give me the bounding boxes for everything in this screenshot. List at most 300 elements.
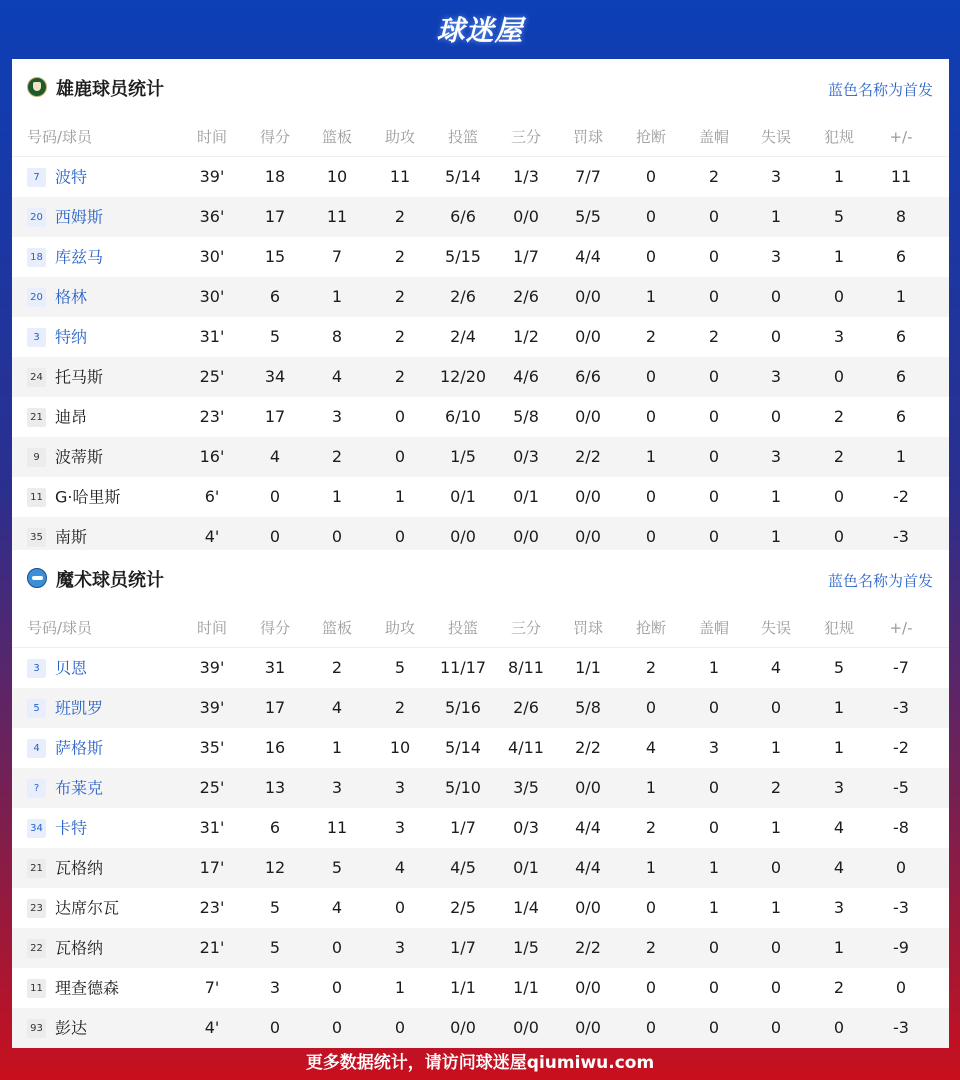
stat-cell: 1 xyxy=(833,698,845,717)
magic-logo-icon xyxy=(27,568,47,588)
stat-cell: 0/3 xyxy=(513,818,539,837)
stat-cell: 5 xyxy=(394,658,406,677)
stat-cell: 0 xyxy=(394,527,406,546)
stat-cell: 2 xyxy=(394,327,406,346)
stat-cell: 35' xyxy=(199,738,225,757)
stat-cell: 36' xyxy=(199,207,225,226)
player-row[interactable] xyxy=(12,437,949,477)
column-header: 犯规 xyxy=(823,128,854,146)
player-name[interactable]: 班凯罗 xyxy=(55,698,104,718)
footer-banner xyxy=(0,1040,960,1080)
column-header: 号码/球员 xyxy=(27,619,93,637)
stat-cell: 3 xyxy=(770,447,782,466)
stat-cell: 5 xyxy=(269,938,281,957)
stat-cell: 17 xyxy=(264,698,286,717)
stat-cell: 3 xyxy=(770,367,782,386)
stat-cell: 5 xyxy=(269,898,281,917)
stat-cell: 4' xyxy=(204,527,220,546)
column-header: 失误 xyxy=(760,619,791,637)
stat-cell: 0 xyxy=(770,287,782,306)
stat-cell: 0/0 xyxy=(450,527,476,546)
stat-cell: 0 xyxy=(833,287,845,306)
stat-cell: 8 xyxy=(895,207,907,226)
stat-cell: 17' xyxy=(199,858,225,877)
stat-cell: 2 xyxy=(394,207,406,226)
player-row[interactable] xyxy=(12,688,949,728)
stat-cell: 0 xyxy=(394,407,406,426)
stat-cell: 3 xyxy=(394,778,406,797)
player-name: 彭达 xyxy=(55,1018,88,1038)
stat-cell: 0 xyxy=(394,898,406,917)
stat-cell: 1 xyxy=(331,287,343,306)
stat-cell: 0 xyxy=(645,247,657,266)
player-name: 瓦格纳 xyxy=(55,858,104,878)
stat-cell: 5/16 xyxy=(445,698,481,717)
stat-cell: 17 xyxy=(264,407,286,426)
stat-cell: 11 xyxy=(326,818,348,837)
stat-cell: 0/0 xyxy=(450,1018,476,1037)
player-name: 理查德森 xyxy=(55,978,120,998)
stat-cell: 5 xyxy=(833,207,845,226)
stat-cell: 0 xyxy=(708,367,720,386)
player-cell xyxy=(27,397,187,437)
stat-cell: 2 xyxy=(770,778,782,797)
stat-cell: 0 xyxy=(833,527,845,546)
stat-cell: 0 xyxy=(331,1018,343,1037)
jersey-number-badge: 9 xyxy=(27,448,46,467)
stat-cell: 34 xyxy=(264,367,286,386)
player-name: 南斯 xyxy=(55,527,88,547)
stat-cell: 6 xyxy=(269,287,281,306)
stat-cell: 2 xyxy=(708,167,720,186)
player-name[interactable]: 西姆斯 xyxy=(55,207,104,227)
player-name[interactable]: 贝恩 xyxy=(55,658,88,678)
stat-cell: 1/3 xyxy=(513,167,539,186)
stat-cell: 1 xyxy=(770,207,782,226)
stat-cell: 1/5 xyxy=(450,447,476,466)
stat-cell: 10 xyxy=(326,167,348,186)
player-rows xyxy=(12,648,949,1048)
stat-cell: 5 xyxy=(269,327,281,346)
stat-cell: 1/1 xyxy=(575,658,601,677)
stat-cell: -3 xyxy=(893,1018,909,1037)
player-name: 瓦格纳 xyxy=(55,938,104,958)
stat-cell: 10 xyxy=(389,738,411,757)
player-cell xyxy=(27,808,187,848)
jersey-number-badge: ? xyxy=(27,779,46,798)
stat-cell: 3 xyxy=(833,327,845,346)
stat-cell: -7 xyxy=(893,658,909,677)
starter-legend-note: 蓝色名称为首发 xyxy=(827,81,933,99)
stat-cell: 0/0 xyxy=(575,287,601,306)
column-header: 时间 xyxy=(196,619,227,637)
player-row[interactable] xyxy=(12,397,949,437)
player-cell xyxy=(27,237,187,277)
footer-text: 更多数据统计，请访问球迷屋qiumiwu.com xyxy=(305,1052,655,1073)
magic-stats-card xyxy=(12,550,949,1040)
stat-cell: 0/0 xyxy=(575,898,601,917)
stat-cell: 12 xyxy=(264,858,286,877)
stat-cell: 4 xyxy=(770,658,782,677)
stat-cell: 2 xyxy=(394,698,406,717)
stat-cell: 5 xyxy=(331,858,343,877)
stat-cell: 3/5 xyxy=(513,778,539,797)
stat-cell: 17 xyxy=(264,207,286,226)
stat-cell: 2 xyxy=(645,658,657,677)
stat-cell: 1 xyxy=(708,658,720,677)
player-row[interactable] xyxy=(12,808,949,848)
stat-cell: 12/20 xyxy=(439,367,487,386)
stat-cell: 3 xyxy=(708,738,720,757)
column-header: 抢断 xyxy=(635,128,666,146)
stat-cell: 1 xyxy=(645,287,657,306)
jersey-number-badge: 23 xyxy=(27,899,46,918)
stat-cell: 4 xyxy=(833,818,845,837)
stat-cell: 0 xyxy=(833,367,845,386)
player-row[interactable] xyxy=(12,928,949,968)
stat-cell: 0/0 xyxy=(575,327,601,346)
stat-cell: 1/4 xyxy=(513,898,539,917)
stat-cell: -2 xyxy=(893,738,909,757)
stat-cell: 4' xyxy=(204,1018,220,1037)
stat-cell: 0 xyxy=(645,978,657,997)
stat-cell: 23' xyxy=(199,898,225,917)
column-header: 得分 xyxy=(259,128,290,146)
stat-cell: 0/0 xyxy=(575,407,601,426)
stat-cell: 5/14 xyxy=(445,738,481,757)
stat-cell: 1 xyxy=(895,287,907,306)
stat-cell: 0/0 xyxy=(575,1018,601,1037)
stat-cell: 1 xyxy=(708,858,720,877)
stat-cell: 2/2 xyxy=(575,738,601,757)
stat-cell: 3 xyxy=(394,818,406,837)
column-header: 时间 xyxy=(196,128,227,146)
column-header: 篮板 xyxy=(321,128,352,146)
stat-cell: 1 xyxy=(833,247,845,266)
stat-cell: -2 xyxy=(893,487,909,506)
player-cell xyxy=(27,728,187,768)
team-header xyxy=(12,550,949,608)
stat-cell: 8/11 xyxy=(508,658,544,677)
stat-cell: 0/0 xyxy=(513,527,539,546)
player-name: 托马斯 xyxy=(55,367,104,387)
column-header: +/- xyxy=(889,128,913,146)
stat-cell: 11 xyxy=(326,207,348,226)
player-name: G·哈里斯 xyxy=(55,487,121,507)
stat-cell: 2 xyxy=(708,327,720,346)
stat-cell: 0 xyxy=(645,527,657,546)
column-headers xyxy=(12,608,949,648)
stat-cell: 0 xyxy=(770,327,782,346)
stat-cell: 3 xyxy=(770,167,782,186)
jersey-number-badge: 21 xyxy=(27,859,46,878)
player-row[interactable] xyxy=(12,237,949,277)
column-header: 助攻 xyxy=(384,128,415,146)
jersey-number-badge: 3 xyxy=(27,328,46,347)
stat-cell: 31' xyxy=(199,818,225,837)
player-name[interactable]: 格林 xyxy=(55,287,88,307)
stat-cell: 5/8 xyxy=(575,698,601,717)
jersey-number-badge: 4 xyxy=(27,739,46,758)
stat-cell: 2/2 xyxy=(575,447,601,466)
player-row[interactable] xyxy=(12,728,949,768)
player-name[interactable]: 波特 xyxy=(55,167,88,187)
jersey-number-badge: 24 xyxy=(27,368,46,387)
stat-cell: 11/17 xyxy=(439,658,487,677)
stat-cell: 1/7 xyxy=(450,938,476,957)
stat-cell: 2/5 xyxy=(450,898,476,917)
stat-cell: 0 xyxy=(770,698,782,717)
player-cell xyxy=(27,928,187,968)
player-cell xyxy=(27,157,187,197)
stat-cell: 11 xyxy=(890,167,912,186)
stat-cell: 1 xyxy=(770,527,782,546)
jersey-number-badge: 22 xyxy=(27,939,46,958)
player-row[interactable] xyxy=(12,357,949,397)
stat-cell: 31 xyxy=(264,658,286,677)
stat-cell: 0 xyxy=(645,367,657,386)
stat-cell: 2 xyxy=(331,447,343,466)
stat-cell: 0 xyxy=(770,858,782,877)
player-row[interactable] xyxy=(12,968,949,1008)
stat-cell: 16' xyxy=(199,447,225,466)
stat-cell: 1 xyxy=(708,898,720,917)
stat-cell: 0/0 xyxy=(575,778,601,797)
jersey-number-badge: 11 xyxy=(27,979,46,998)
jersey-number-badge: 7 xyxy=(27,168,46,187)
stat-cell: -9 xyxy=(893,938,909,957)
stat-cell: 39' xyxy=(199,698,225,717)
stat-cell: -8 xyxy=(893,818,909,837)
stat-cell: 4 xyxy=(331,698,343,717)
stat-cell: 1 xyxy=(645,447,657,466)
player-cell xyxy=(27,317,187,357)
stat-cell: 1 xyxy=(895,447,907,466)
player-cell xyxy=(27,688,187,728)
stat-cell: 5/8 xyxy=(513,407,539,426)
stat-cell: 25' xyxy=(199,367,225,386)
player-row[interactable] xyxy=(12,197,949,237)
stat-cell: 0 xyxy=(770,1018,782,1037)
bucks-logo-icon xyxy=(27,77,47,97)
jersey-number-badge: 20 xyxy=(27,288,46,307)
stat-cell: 11 xyxy=(389,167,411,186)
stat-cell: 2/6 xyxy=(513,698,539,717)
stat-cell: 2 xyxy=(645,327,657,346)
player-cell xyxy=(27,968,187,1008)
jersey-number-badge: 21 xyxy=(27,408,46,427)
stat-cell: 2 xyxy=(394,247,406,266)
stat-cell: 4/4 xyxy=(575,818,601,837)
stat-cell: 6 xyxy=(269,818,281,837)
stat-cell: 1/1 xyxy=(450,978,476,997)
stat-cell: 1 xyxy=(833,938,845,957)
stat-cell: 5/14 xyxy=(445,167,481,186)
stat-cell: 1 xyxy=(833,167,845,186)
column-header: 罚球 xyxy=(572,619,603,637)
player-row[interactable] xyxy=(12,848,949,888)
stat-cell: 1/7 xyxy=(513,247,539,266)
stat-cell: 4 xyxy=(331,367,343,386)
stat-cell: 0 xyxy=(708,487,720,506)
stat-cell: 6/6 xyxy=(575,367,601,386)
stat-cell: 0/3 xyxy=(513,447,539,466)
stat-cell: 0 xyxy=(645,167,657,186)
stat-cell: 4/6 xyxy=(513,367,539,386)
stat-cell: 0/0 xyxy=(575,978,601,997)
stat-cell: 2/4 xyxy=(450,327,476,346)
team-header xyxy=(12,59,949,117)
column-headers xyxy=(12,117,949,157)
player-cell xyxy=(27,648,187,688)
stat-cell: 1 xyxy=(770,487,782,506)
stat-cell: 0/0 xyxy=(575,487,601,506)
stat-cell: -3 xyxy=(893,527,909,546)
stat-cell: -3 xyxy=(893,698,909,717)
stat-cell: 0 xyxy=(645,1018,657,1037)
stat-cell: 0 xyxy=(708,778,720,797)
stat-cell: 3 xyxy=(770,247,782,266)
stat-cell: -3 xyxy=(893,898,909,917)
player-cell xyxy=(27,437,187,477)
column-header: 盖帽 xyxy=(698,619,729,637)
stat-cell: 30' xyxy=(199,247,225,266)
player-row[interactable] xyxy=(12,277,949,317)
jersey-number-badge: 3 xyxy=(27,659,46,678)
stat-cell: 1/2 xyxy=(513,327,539,346)
stat-cell: 0 xyxy=(708,247,720,266)
stat-cell: 6/6 xyxy=(450,207,476,226)
player-cell xyxy=(27,848,187,888)
jersey-number-badge: 34 xyxy=(27,819,46,838)
stat-cell: 4/4 xyxy=(575,858,601,877)
column-header: 盖帽 xyxy=(698,128,729,146)
stat-cell: 13 xyxy=(264,778,286,797)
stat-cell: 2 xyxy=(645,938,657,957)
column-header: 篮板 xyxy=(321,619,352,637)
player-name: 波蒂斯 xyxy=(55,447,104,467)
stat-cell: 0 xyxy=(331,527,343,546)
stat-cell: 1 xyxy=(331,738,343,757)
player-cell xyxy=(27,357,187,397)
stat-cell: 0 xyxy=(770,938,782,957)
player-name[interactable]: 库兹马 xyxy=(55,247,104,267)
column-header: +/- xyxy=(889,619,913,637)
player-cell xyxy=(27,768,187,808)
column-header: 得分 xyxy=(259,619,290,637)
player-row[interactable] xyxy=(12,477,949,517)
player-row[interactable] xyxy=(12,157,949,197)
stat-cell: 1 xyxy=(770,898,782,917)
stat-cell: 1/5 xyxy=(513,938,539,957)
stat-cell: 0 xyxy=(895,978,907,997)
stat-cell: 4 xyxy=(833,858,845,877)
stat-cell: 4 xyxy=(331,898,343,917)
stat-cell: 6 xyxy=(895,327,907,346)
player-name[interactable]: 卡特 xyxy=(55,818,88,838)
stat-cell: 0 xyxy=(331,938,343,957)
player-row[interactable] xyxy=(12,648,949,688)
stat-cell: 0/0 xyxy=(513,207,539,226)
stat-cell: 39' xyxy=(199,658,225,677)
player-name[interactable]: 特纳 xyxy=(55,327,88,347)
stat-cell: 39' xyxy=(199,167,225,186)
stat-cell: 6 xyxy=(895,367,907,386)
team-title: 雄鹿球员统计 xyxy=(56,79,164,100)
column-header: 罚球 xyxy=(572,128,603,146)
stat-cell: 0/0 xyxy=(513,1018,539,1037)
stat-cell: 4 xyxy=(269,447,281,466)
jersey-number-badge: 20 xyxy=(27,208,46,227)
stat-cell: 0 xyxy=(833,1018,845,1037)
player-name[interactable]: 萨格斯 xyxy=(55,738,104,758)
stat-cell: 0 xyxy=(770,407,782,426)
stat-cell: 1 xyxy=(645,858,657,877)
brand-header xyxy=(0,0,960,58)
bucks-stats-card xyxy=(12,59,949,550)
stat-cell: 6 xyxy=(895,407,907,426)
player-rows xyxy=(12,157,949,557)
stat-cell: 2 xyxy=(833,407,845,426)
stat-cell: 1 xyxy=(394,978,406,997)
brand-logo-text: 球迷屋 xyxy=(436,14,524,47)
stat-cell: 31' xyxy=(199,327,225,346)
column-header: 三分 xyxy=(510,619,541,637)
stat-cell: 6/10 xyxy=(445,407,481,426)
stat-cell: 0 xyxy=(645,207,657,226)
stat-cell: 2 xyxy=(833,978,845,997)
stat-cell: 0 xyxy=(394,447,406,466)
stat-cell: 0 xyxy=(645,487,657,506)
stat-cell: 2 xyxy=(394,367,406,386)
player-row[interactable] xyxy=(12,768,949,808)
player-row[interactable] xyxy=(12,317,949,357)
stat-cell: 0 xyxy=(708,287,720,306)
stat-cell: 0 xyxy=(394,1018,406,1037)
player-name: 达席尔瓦 xyxy=(55,898,120,918)
column-header: 助攻 xyxy=(384,619,415,637)
stat-cell: 25' xyxy=(199,778,225,797)
player-cell xyxy=(27,277,187,317)
stat-cell: 0 xyxy=(645,898,657,917)
stat-cell: -5 xyxy=(893,778,909,797)
stat-cell: 1 xyxy=(645,778,657,797)
stat-cell: 16 xyxy=(264,738,286,757)
stat-cell: 5/15 xyxy=(445,247,481,266)
stat-cell: 1 xyxy=(833,738,845,757)
starter-legend-note: 蓝色名称为首发 xyxy=(827,572,933,590)
player-cell xyxy=(27,197,187,237)
player-row[interactable] xyxy=(12,888,949,928)
stat-cell: 0 xyxy=(708,698,720,717)
stat-cell: 3 xyxy=(331,778,343,797)
stat-cell: 4 xyxy=(645,738,657,757)
stat-cell: 0 xyxy=(708,978,720,997)
column-header: 投篮 xyxy=(447,619,478,637)
stat-cell: 1 xyxy=(331,487,343,506)
stat-cell: 30' xyxy=(199,287,225,306)
stat-cell: 3 xyxy=(269,978,281,997)
stat-cell: 0 xyxy=(269,1018,281,1037)
player-cell xyxy=(27,477,187,517)
player-name: 迪昂 xyxy=(55,407,88,427)
stat-cell: 2/2 xyxy=(575,938,601,957)
stat-cell: 1/7 xyxy=(450,818,476,837)
column-header: 抢断 xyxy=(635,619,666,637)
stat-cell: 23' xyxy=(199,407,225,426)
stat-cell: 3 xyxy=(833,778,845,797)
player-name[interactable]: 布莱克 xyxy=(55,778,104,798)
